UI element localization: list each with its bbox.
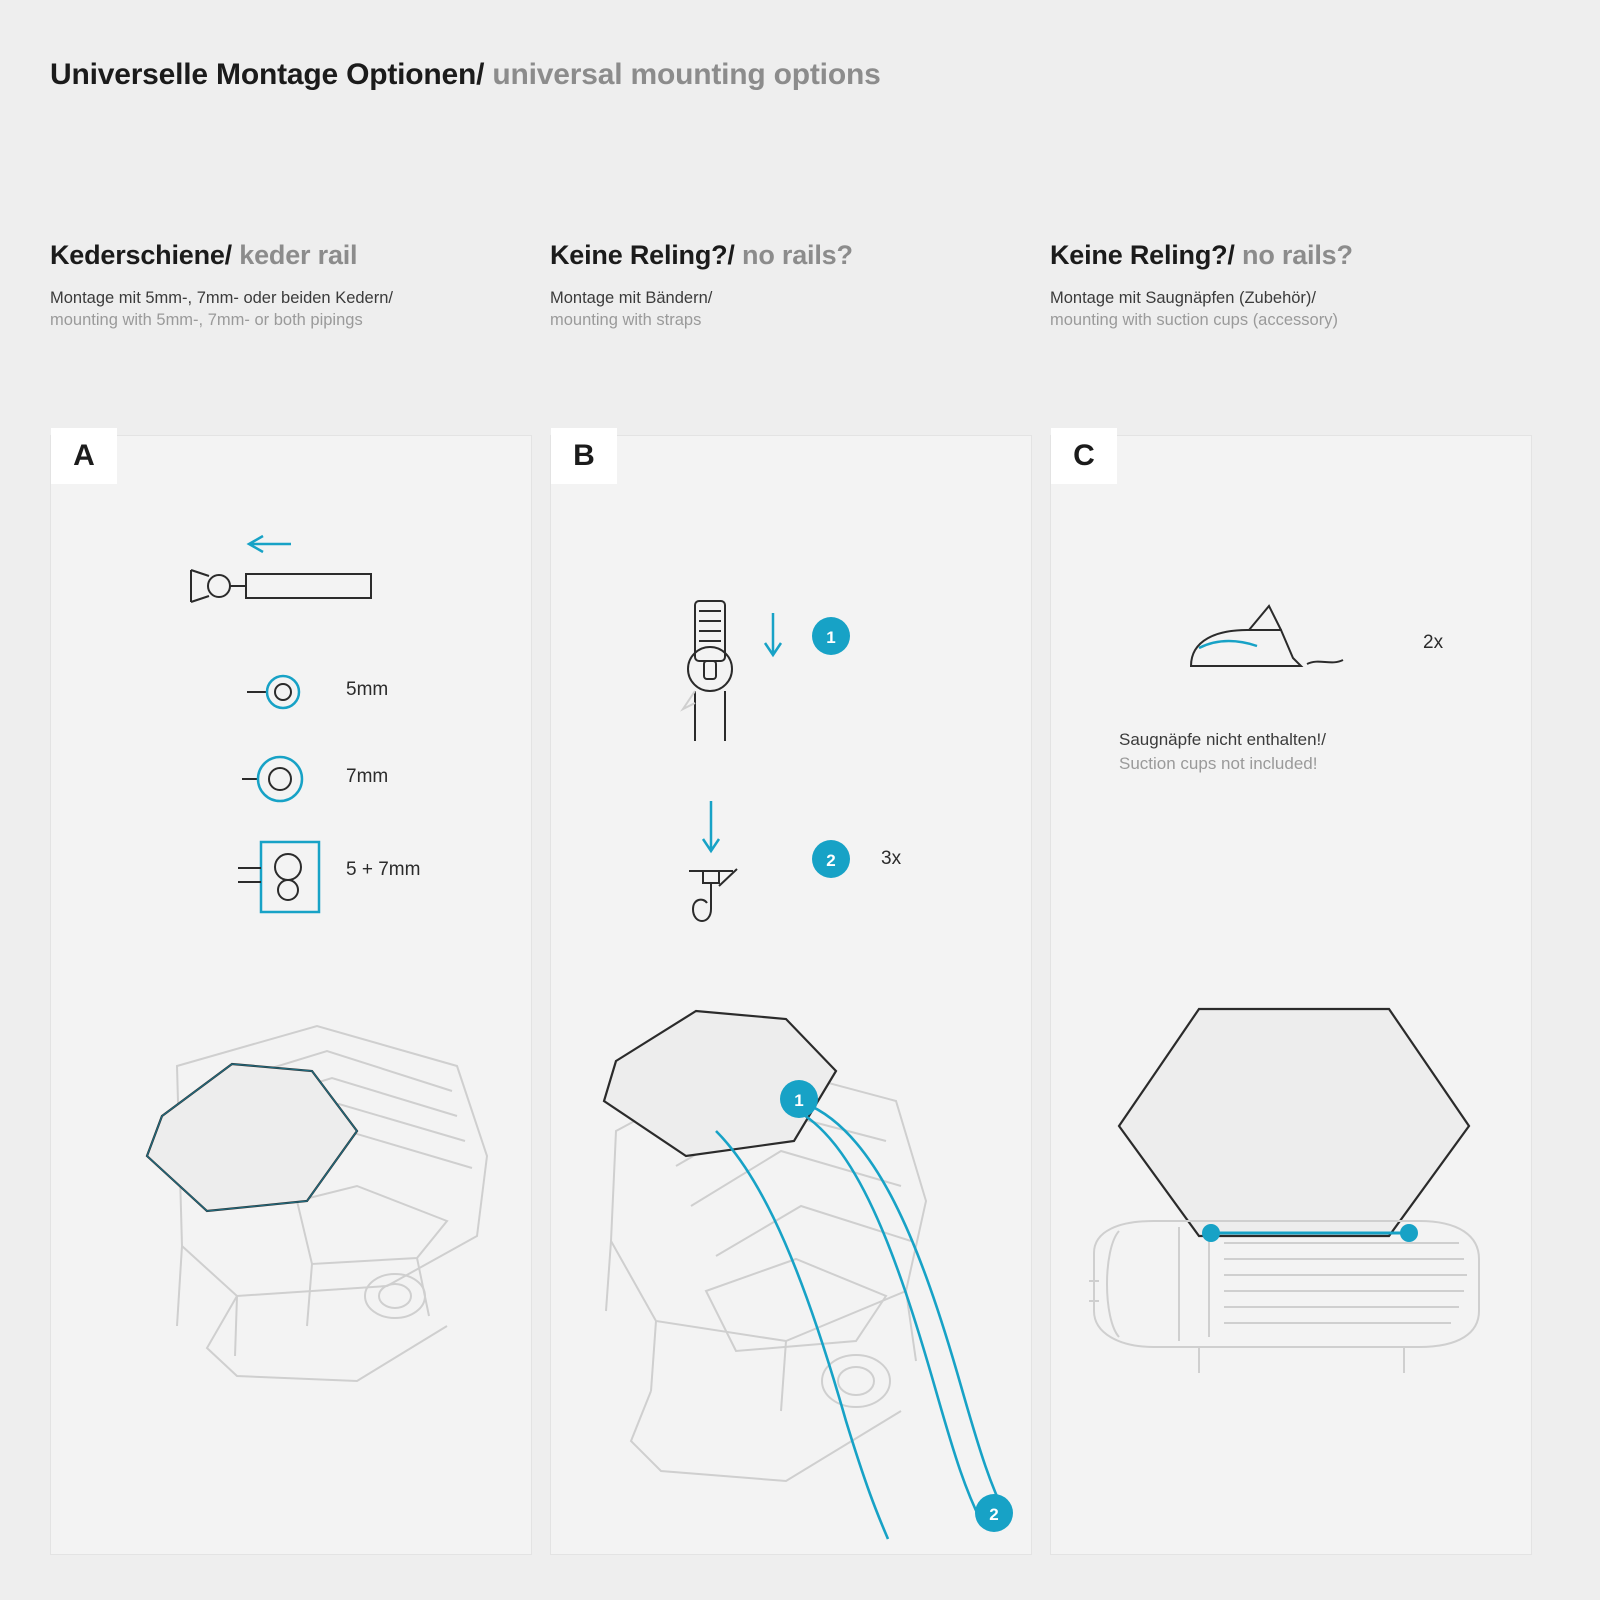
car-with-keder-rail-awning-diagram — [57, 996, 527, 1516]
column-c-subtitle-en: mounting with suction cups (accessory) — [1050, 311, 1338, 330]
page-title — [50, 58, 881, 92]
column-c-heading-en: no rails? — [1234, 240, 1353, 270]
step-2-quantity: 3x — [881, 848, 902, 869]
column-a-heading — [50, 240, 550, 271]
car-with-straps-awning-diagram — [556, 991, 1036, 1551]
diagram-step-1-badge: 1 — [794, 1091, 804, 1110]
columns-container — [0, 240, 1600, 1524]
page-title-en: universal mounting options — [484, 58, 881, 91]
strap-hook-icon — [671, 791, 1001, 961]
column-b-subtitle-de: Montage mit Bändern/ — [550, 289, 713, 307]
keder-5-7mm-label: 5 + 7mm — [346, 859, 421, 880]
panel-b-letter: B — [551, 428, 617, 484]
panel-b — [550, 435, 1032, 1555]
car-top-view-suction-cups-diagram — [1059, 981, 1529, 1541]
column-b-subtitle-en: mounting with straps — [550, 311, 702, 330]
keder-5mm-icon — [241, 660, 361, 724]
strap-buckle-icon — [671, 591, 991, 771]
column-b-subtitle — [550, 287, 1050, 332]
diagram-step-2-badge: 2 — [989, 1505, 999, 1524]
keder-5mm-label: 5mm — [346, 679, 389, 700]
column-a-heading-de: Kederschiene/ — [50, 240, 232, 270]
column-c-subtitle — [1050, 287, 1550, 332]
column-c-heading-de: Keine Reling?/ — [1050, 240, 1235, 270]
step-2-badge-number: 2 — [826, 851, 836, 870]
keder-insert-icon — [171, 526, 531, 646]
panel-a-letter: A — [51, 428, 117, 484]
suction-cup-icon — [1161, 596, 1444, 706]
keder-7mm-icon — [236, 742, 356, 816]
panel-a — [50, 435, 532, 1555]
column-c-subtitle-de: Montage mit Saugnäpfen (Zubehör)/ — [1050, 289, 1316, 307]
column-a-subtitle — [50, 287, 550, 332]
column-a-heading-en: keder rail — [231, 240, 358, 270]
page-title-de: Universelle Montage Optionen/ — [50, 58, 485, 91]
column-b-heading-de: Keine Reling?/ — [550, 240, 735, 270]
suction-cup-quantity: 2x — [1423, 632, 1444, 653]
column-a-subtitle-en: mounting with 5mm-, 7mm- or both pipings — [50, 311, 363, 330]
keder-7mm-label: 7mm — [346, 766, 389, 787]
column-keder-rail — [50, 240, 550, 880]
panel-c — [1050, 435, 1532, 1555]
column-no-rails-straps — [550, 240, 1050, 1524]
column-b-heading — [550, 240, 1050, 271]
panel-c-letter: C — [1051, 428, 1117, 484]
suction-cups-note-en: Suction cups not included! — [1119, 753, 1318, 773]
column-c-heading — [1050, 240, 1550, 271]
suction-cups-note — [1119, 728, 1519, 776]
column-a-subtitle-de: Montage mit 5mm-, 7mm- oder beiden Kedern/ — [50, 289, 393, 307]
step-1-badge-number: 1 — [826, 628, 836, 647]
column-b-heading-en: no rails? — [734, 240, 853, 270]
suction-cups-note-de: Saugnäpfe nicht enthalten!/ — [1119, 730, 1326, 749]
column-no-rails-suction — [1050, 240, 1550, 773]
